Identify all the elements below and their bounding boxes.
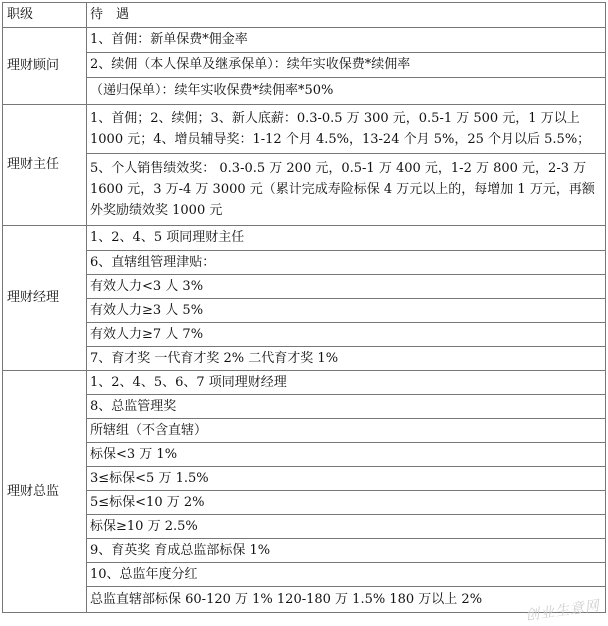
table-header-row — [3, 3, 606, 28]
director-row-1: 1、2、4、5、6、7 项同理财经理 — [87, 371, 606, 395]
table-row — [3, 467, 606, 491]
manager-row-2: 6、直辖组管理津贴： — [87, 251, 606, 275]
table-row — [3, 299, 606, 323]
table-row — [3, 105, 606, 154]
manager-row-5: 有效人力≥7 人 7% — [87, 323, 606, 347]
table-row — [3, 371, 606, 395]
advisor-row-1: 1、首佣：新单保费*佣金率 — [87, 28, 606, 53]
watermark: 创业生意网 — [524, 597, 601, 625]
table-row — [3, 515, 606, 539]
table-row — [3, 53, 606, 78]
level-manager: 理财经理 — [3, 226, 87, 371]
benefits-table — [2, 2, 606, 613]
table-row — [3, 491, 606, 515]
director-row-9: 10、总监年度分红 — [87, 563, 606, 587]
supervisor-row-1: 1、首佣；2、续佣；3、新人底薪：0.3-0.5 万 300 元，0.5-1 万 500 元，1 万以上 1000 元；4、增员辅导奖：1-12 个月 4.5%，13-24 个月 5%，25 个月以后 5.5%； — [87, 105, 606, 154]
director-row-6: 5≤标保<10 万 2% — [87, 491, 606, 515]
level-advisor: 理财顾问 — [3, 28, 87, 105]
table-row — [3, 323, 606, 347]
table-row — [3, 28, 606, 53]
director-row-10: 总监直辖部标保 60-120 万 1% 120-180 万 1.5% 180 万以上 2% — [87, 587, 606, 613]
table-row — [3, 226, 606, 251]
director-row-8: 9、育英奖 育成总监部标保 1% — [87, 539, 606, 563]
director-row-4: 标保<3 万 1% — [87, 443, 606, 467]
director-row-5: 3≤标保<5 万 1.5% — [87, 467, 606, 491]
level-director: 理财总监 — [3, 371, 87, 613]
table-row — [3, 419, 606, 443]
header-level: 职级 — [3, 3, 87, 28]
manager-row-1: 1、2、4、5 项同理财主任 — [87, 226, 606, 251]
table-row — [3, 563, 606, 587]
manager-row-3: 有效人力<3 人 3% — [87, 275, 606, 299]
table-row — [3, 587, 606, 613]
table-row — [3, 78, 606, 105]
table-row — [3, 395, 606, 419]
advisor-row-3: （递归保单）：续年实收保费*续佣率*50% — [87, 78, 606, 105]
manager-row-4: 有效人力≥3 人 5% — [87, 299, 606, 323]
manager-row-6: 7、育才奖 一代育才奖 2% 二代育才奖 1% — [87, 347, 606, 371]
director-row-2: 8、总监管理奖 — [87, 395, 606, 419]
director-row-3: 所辖组（不含直辖） — [87, 419, 606, 443]
supervisor-row-2: 5、个人销售绩效奖： 0.3-0.5 万 200 元，0.5-1 万 400 元，1-2 万 800 元，2-3 万 1600 元，3 万-4 万 3000 元（累计完成寿险标保 4 万元以上的，每增加 1 万元，再额外奖励绩效奖 1000 元 — [87, 154, 606, 226]
table-row — [3, 539, 606, 563]
table-row — [3, 251, 606, 275]
advisor-row-2: 2、续佣（本人保单及继承保单）：续年实收保费*续佣率 — [87, 53, 606, 78]
header-benefits: 待 遇 — [87, 3, 606, 28]
level-supervisor: 理财主任 — [3, 105, 87, 226]
table-row — [3, 154, 606, 226]
table-row — [3, 275, 606, 299]
director-row-7: 标保≥10 万 2.5% — [87, 515, 606, 539]
table-row — [3, 347, 606, 371]
table-row — [3, 443, 606, 467]
